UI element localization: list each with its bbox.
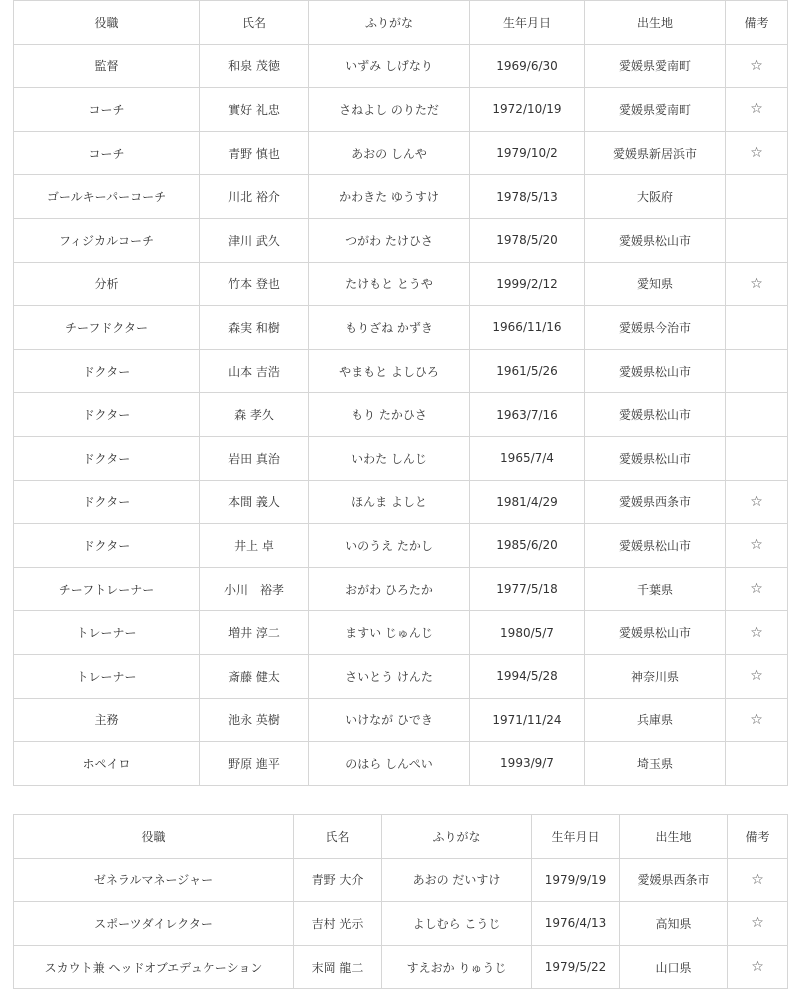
birthdate-cell: 1994/5/28 xyxy=(470,654,585,698)
note-cell: ☆ xyxy=(726,131,788,175)
note-cell: ☆ xyxy=(728,945,788,989)
header-birthdate: 生年月日 xyxy=(470,1,585,45)
kana-cell: いわた しんじ xyxy=(309,436,470,480)
note-cell: ☆ xyxy=(726,480,788,524)
name-cell: 井上 卓 xyxy=(200,524,309,568)
note-cell: ☆ xyxy=(726,611,788,655)
header-name: 氏名 xyxy=(294,815,382,859)
table-row xyxy=(14,480,788,524)
birthdate-cell: 1966/11/16 xyxy=(470,306,585,350)
role-cell: コーチ xyxy=(14,131,200,175)
name-cell: 増井 淳二 xyxy=(200,611,309,655)
header-birthplace: 出生地 xyxy=(585,1,726,45)
header-name: 氏名 xyxy=(200,1,309,45)
role-cell: ゼネラルマネージャー xyxy=(14,858,294,902)
kana-cell: いけなが ひでき xyxy=(309,698,470,742)
role-cell: スポーツダイレクター xyxy=(14,902,294,946)
role-cell: ドクター xyxy=(14,349,200,393)
birthplace-cell: 兵庫県 xyxy=(585,698,726,742)
birthplace-cell: 愛媛県松山市 xyxy=(585,393,726,437)
kana-cell: つがわ たけひさ xyxy=(309,218,470,262)
table-row xyxy=(14,698,788,742)
birthplace-cell: 愛知県 xyxy=(585,262,726,306)
header-note: 備考 xyxy=(726,1,788,45)
birthplace-cell: 千葉県 xyxy=(585,567,726,611)
header-role: 役職 xyxy=(14,1,200,45)
role-cell: ホペイロ xyxy=(14,742,200,786)
name-cell: 本間 義人 xyxy=(200,480,309,524)
header-note: 備考 xyxy=(728,815,788,859)
kana-cell: やまもと よしひろ xyxy=(309,349,470,393)
table-row xyxy=(14,393,788,437)
birthdate-cell: 1976/4/13 xyxy=(532,902,620,946)
birthplace-cell: 愛媛県今治市 xyxy=(585,306,726,350)
birthplace-cell: 山口県 xyxy=(620,945,728,989)
header-birthdate: 生年月日 xyxy=(532,815,620,859)
birthplace-cell: 愛媛県愛南町 xyxy=(585,88,726,132)
kana-cell: たけもと とうや xyxy=(309,262,470,306)
table-row xyxy=(14,44,788,88)
name-cell: 實好 礼忠 xyxy=(200,88,309,132)
role-cell: ドクター xyxy=(14,480,200,524)
birthdate-cell: 1963/7/16 xyxy=(470,393,585,437)
name-cell: 青野 大介 xyxy=(294,858,382,902)
front-office-table-body xyxy=(14,858,788,989)
birthdate-cell: 1980/5/7 xyxy=(470,611,585,655)
note-cell: ☆ xyxy=(726,88,788,132)
table-row xyxy=(14,524,788,568)
note-cell: ☆ xyxy=(726,567,788,611)
birthplace-cell: 埼玉県 xyxy=(585,742,726,786)
role-cell: コーチ xyxy=(14,88,200,132)
name-cell: 池永 英樹 xyxy=(200,698,309,742)
kana-cell: あおの しんや xyxy=(309,131,470,175)
note-cell: ☆ xyxy=(726,524,788,568)
role-cell: トレーナー xyxy=(14,611,200,655)
kana-cell: いのうえ たかし xyxy=(309,524,470,568)
role-cell: 分析 xyxy=(14,262,200,306)
note-cell xyxy=(726,306,788,350)
kana-cell: さねよし のりただ xyxy=(309,88,470,132)
birthdate-cell: 1979/5/22 xyxy=(532,945,620,989)
table-row xyxy=(14,306,788,350)
role-cell: ドクター xyxy=(14,393,200,437)
header-birthplace: 出生地 xyxy=(620,815,728,859)
staff-table xyxy=(13,0,788,786)
table-row xyxy=(14,131,788,175)
birthdate-cell: 1965/7/4 xyxy=(470,436,585,480)
birthplace-cell: 愛媛県松山市 xyxy=(585,218,726,262)
kana-cell: ますい じゅんじ xyxy=(309,611,470,655)
name-cell: 山本 吉浩 xyxy=(200,349,309,393)
kana-cell: かわきた ゆうすけ xyxy=(309,175,470,219)
role-cell: ドクター xyxy=(14,524,200,568)
birthplace-cell: 愛媛県松山市 xyxy=(585,436,726,480)
role-cell: トレーナー xyxy=(14,654,200,698)
name-cell: 和泉 茂徳 xyxy=(200,44,309,88)
birthdate-cell: 1971/11/24 xyxy=(470,698,585,742)
note-cell xyxy=(726,436,788,480)
name-cell: 野原 進平 xyxy=(200,742,309,786)
kana-cell: おがわ ひろたか xyxy=(309,567,470,611)
note-cell xyxy=(726,349,788,393)
table-row xyxy=(14,218,788,262)
birthdate-cell: 1969/6/30 xyxy=(470,44,585,88)
kana-cell: もり たかひさ xyxy=(309,393,470,437)
note-cell xyxy=(726,218,788,262)
birthplace-cell: 愛媛県松山市 xyxy=(585,611,726,655)
header-kana: ふりがな xyxy=(382,815,532,859)
table-row xyxy=(14,262,788,306)
birthdate-cell: 1985/6/20 xyxy=(470,524,585,568)
birthdate-cell: 1961/5/26 xyxy=(470,349,585,393)
note-cell: ☆ xyxy=(726,654,788,698)
birthdate-cell: 1979/10/2 xyxy=(470,131,585,175)
name-cell: 竹本 登也 xyxy=(200,262,309,306)
kana-cell: のはら しんぺい xyxy=(309,742,470,786)
birthplace-cell: 高知県 xyxy=(620,902,728,946)
name-cell: 津川 武久 xyxy=(200,218,309,262)
birthdate-cell: 1999/2/12 xyxy=(470,262,585,306)
table-header-row xyxy=(14,1,788,45)
table-header-row xyxy=(14,815,788,859)
table-row xyxy=(14,902,788,946)
note-cell: ☆ xyxy=(726,698,788,742)
birthplace-cell: 愛媛県愛南町 xyxy=(585,44,726,88)
name-cell: 川北 裕介 xyxy=(200,175,309,219)
note-cell: ☆ xyxy=(726,44,788,88)
table-row xyxy=(14,611,788,655)
table-row xyxy=(14,654,788,698)
birthplace-cell: 愛媛県西条市 xyxy=(620,858,728,902)
note-cell: ☆ xyxy=(728,858,788,902)
birthdate-cell: 1978/5/13 xyxy=(470,175,585,219)
birthplace-cell: 愛媛県西条市 xyxy=(585,480,726,524)
kana-cell: すえおか りゅうじ xyxy=(382,945,532,989)
note-cell xyxy=(726,175,788,219)
note-cell: ☆ xyxy=(726,262,788,306)
name-cell: 末岡 龍二 xyxy=(294,945,382,989)
role-cell: スカウト兼 ヘッドオブエデュケーション xyxy=(14,945,294,989)
table-row xyxy=(14,349,788,393)
table-row xyxy=(14,88,788,132)
header-role: 役職 xyxy=(14,815,294,859)
table-row xyxy=(14,945,788,989)
front-office-table xyxy=(13,814,788,989)
table-row xyxy=(14,742,788,786)
birthdate-cell: 1981/4/29 xyxy=(470,480,585,524)
note-cell xyxy=(726,393,788,437)
birthdate-cell: 1979/9/19 xyxy=(532,858,620,902)
name-cell: 森 孝久 xyxy=(200,393,309,437)
role-cell: チーフトレーナー xyxy=(14,567,200,611)
name-cell: 森実 和樹 xyxy=(200,306,309,350)
kana-cell: あおの だいすけ xyxy=(382,858,532,902)
name-cell: 吉村 光示 xyxy=(294,902,382,946)
name-cell: 小川 裕孝 xyxy=(200,567,309,611)
kana-cell: もりざね かずき xyxy=(309,306,470,350)
table-row xyxy=(14,175,788,219)
role-cell: チーフドクター xyxy=(14,306,200,350)
role-cell: ドクター xyxy=(14,436,200,480)
birthdate-cell: 1993/9/7 xyxy=(470,742,585,786)
birthplace-cell: 愛媛県松山市 xyxy=(585,524,726,568)
birthplace-cell: 大阪府 xyxy=(585,175,726,219)
header-kana: ふりがな xyxy=(309,1,470,45)
table-row xyxy=(14,436,788,480)
name-cell: 斎藤 健太 xyxy=(200,654,309,698)
birthdate-cell: 1972/10/19 xyxy=(470,88,585,132)
birthplace-cell: 愛媛県松山市 xyxy=(585,349,726,393)
kana-cell: さいとう けんた xyxy=(309,654,470,698)
note-cell xyxy=(726,742,788,786)
birthdate-cell: 1978/5/20 xyxy=(470,218,585,262)
birthdate-cell: 1977/5/18 xyxy=(470,567,585,611)
kana-cell: ほんま よしと xyxy=(309,480,470,524)
kana-cell: いずみ しげなり xyxy=(309,44,470,88)
role-cell: フィジカルコーチ xyxy=(14,218,200,262)
role-cell: 監督 xyxy=(14,44,200,88)
role-cell: ゴールキーパーコーチ xyxy=(14,175,200,219)
kana-cell: よしむら こうじ xyxy=(382,902,532,946)
name-cell: 青野 慎也 xyxy=(200,131,309,175)
name-cell: 岩田 真治 xyxy=(200,436,309,480)
staff-table-body xyxy=(14,44,788,785)
note-cell: ☆ xyxy=(728,902,788,946)
table-row xyxy=(14,858,788,902)
birthplace-cell: 神奈川県 xyxy=(585,654,726,698)
role-cell: 主務 xyxy=(14,698,200,742)
table-row xyxy=(14,567,788,611)
birthplace-cell: 愛媛県新居浜市 xyxy=(585,131,726,175)
